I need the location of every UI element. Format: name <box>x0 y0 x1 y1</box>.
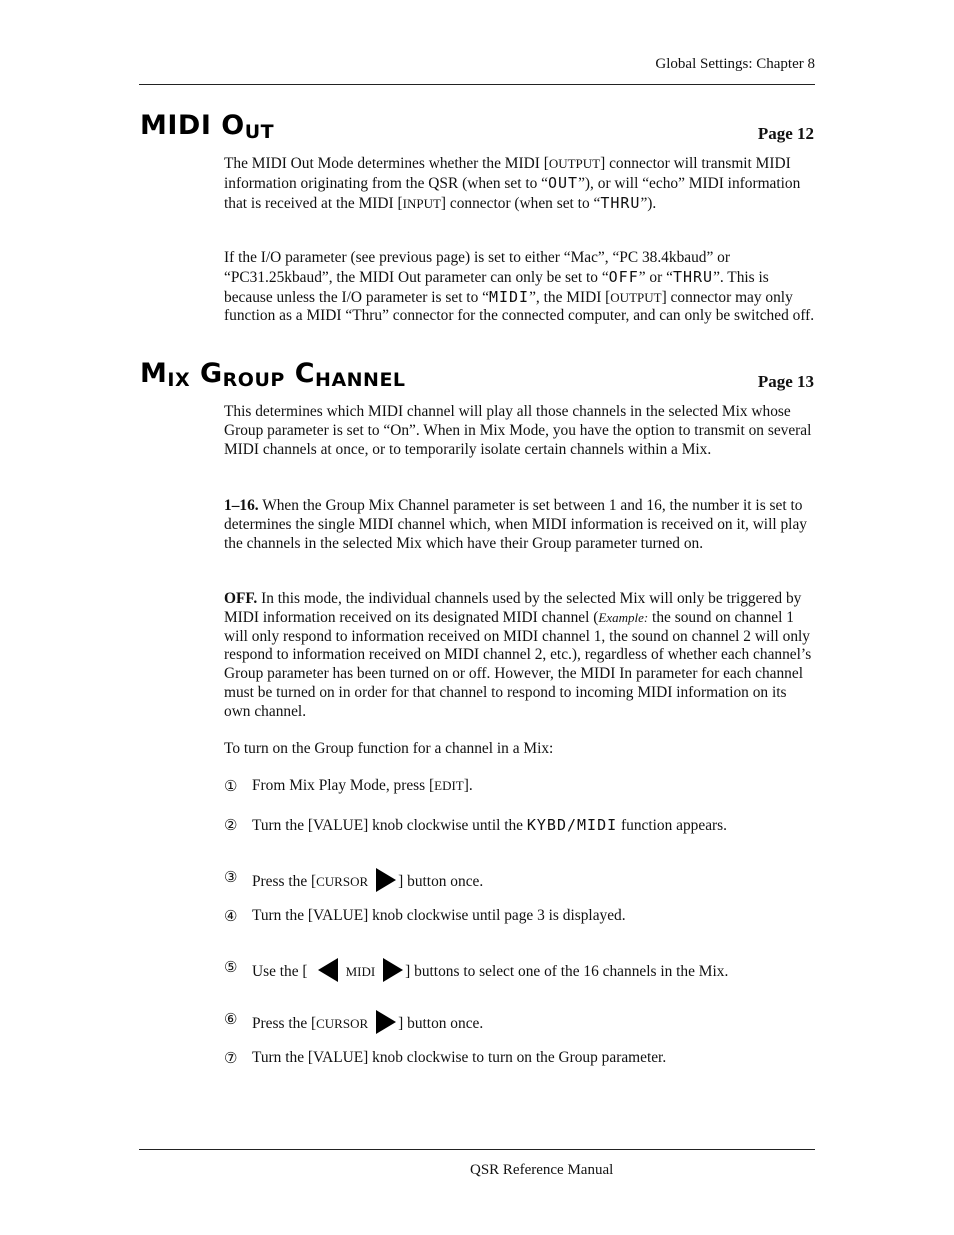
lcd-text: OUT <box>548 173 579 192</box>
paragraph: This determines which MIDI channel will play all those channels in the selected Mix whose Group parameter is set to “On”. When in Mix Mode, you have the option to transmit on several MIDI channels at once, or to temporarily isolate certain channels within a Mix. <box>224 403 812 458</box>
running-header: Global Settings: Chapter 8 <box>655 56 815 72</box>
page-reference: Page 12 <box>757 124 814 143</box>
title-small: UT <box>244 121 275 143</box>
lcd-text: MIDI <box>488 287 530 306</box>
header-rule <box>139 84 815 85</box>
paragraph: 1–16. When the Group Mix Channel parameter is set between 1 and 16, the number it is set to determines the single MIDI channel which, when MIDI information is received on it, will play the channels in the selected Mix which have their Group parameter turned on. <box>224 497 807 552</box>
page-reference: Page 13 <box>757 372 814 391</box>
step-number: ③ <box>224 870 238 886</box>
step-number: ⑦ <box>224 1051 238 1067</box>
cursor-right-arrow-icon <box>376 1010 396 1034</box>
paragraph: If the I/O parameter (see previous page) is set to either “Mac”, “PC 38.4kbaud” or “PC31.25kbaud”, the MIDI Out parameter can only be set to “OFF” or “THRU”. This is because unless the I/O parameter is set to “MIDI”, the MIDI [OUTPUT] connector may only function as a MIDI “Thru” connector for the connected computer, and can only be switched off. <box>224 249 815 325</box>
step-number: ⑥ <box>224 1012 238 1028</box>
step-text: From Mix Play Mode, press [EDIT]. <box>252 777 473 794</box>
cursor-right-arrow-icon <box>376 868 396 892</box>
step-number: ① <box>224 779 238 795</box>
lcd-text: KYBD/MIDI <box>526 816 618 834</box>
section-title-mix-group-channel: MIX GROUP CHANNEL <box>140 358 406 391</box>
step-text: Turn the [VALUE] knob clockwise until the KYBD/MIDI function appears. <box>252 816 727 834</box>
step-number: ⑤ <box>224 960 238 976</box>
lcd-text: THRU <box>600 193 641 212</box>
left-arrow-icon <box>318 958 338 982</box>
lcd-text: THRU <box>672 267 714 286</box>
step-text: Press the [CURSOR ] button once. <box>252 1010 483 1034</box>
step-text: Use the [ MIDI ] buttons to select one of the 16 channels in the Mix. <box>252 958 728 982</box>
step-text: Turn the [VALUE] knob clockwise to turn on the Group parameter. <box>252 1049 667 1066</box>
step-text: Turn the [VALUE] knob clockwise until page 3 is displayed. <box>252 907 626 924</box>
right-arrow-icon <box>383 958 403 982</box>
title-cap: MIDI O <box>140 110 245 141</box>
section-title-midi-out <box>140 110 274 141</box>
paragraph: The MIDI Out Mode determines whether the MIDI [OUTPUT] connector will transmit MIDI information originating from the QSR (when set to “OUT”), or will “echo” MIDI information that is received at the MIDI [INPUT] connector (when set to “THRU”). <box>224 155 801 212</box>
procedure-intro: To turn on the Group function for a channel in a Mix: <box>224 740 554 757</box>
lcd-text: OFF <box>608 267 639 286</box>
paragraph: OFF. In this mode, the individual channels used by the selected Mix will only be triggered by MIDI information received on its designated MIDI channel (Example: the sound on channel 1 will only respond to information received on MIDI channel 1, the sound on channel 2 will only respond to information received on MIDI channel 2, etc.), regardless of whether each channel’s Group parameter has been turned on or off. However, the MIDI In parameter for each channel must be turned on in order for that channel to respond to incoming MIDI information on its own channel. <box>224 590 812 720</box>
running-footer: QSR Reference Manual <box>470 1162 614 1178</box>
footer-rule <box>139 1149 815 1150</box>
step-number: ④ <box>224 909 238 925</box>
step-number: ② <box>224 818 238 834</box>
step-text: Press the [CURSOR ] button once. <box>252 868 483 892</box>
